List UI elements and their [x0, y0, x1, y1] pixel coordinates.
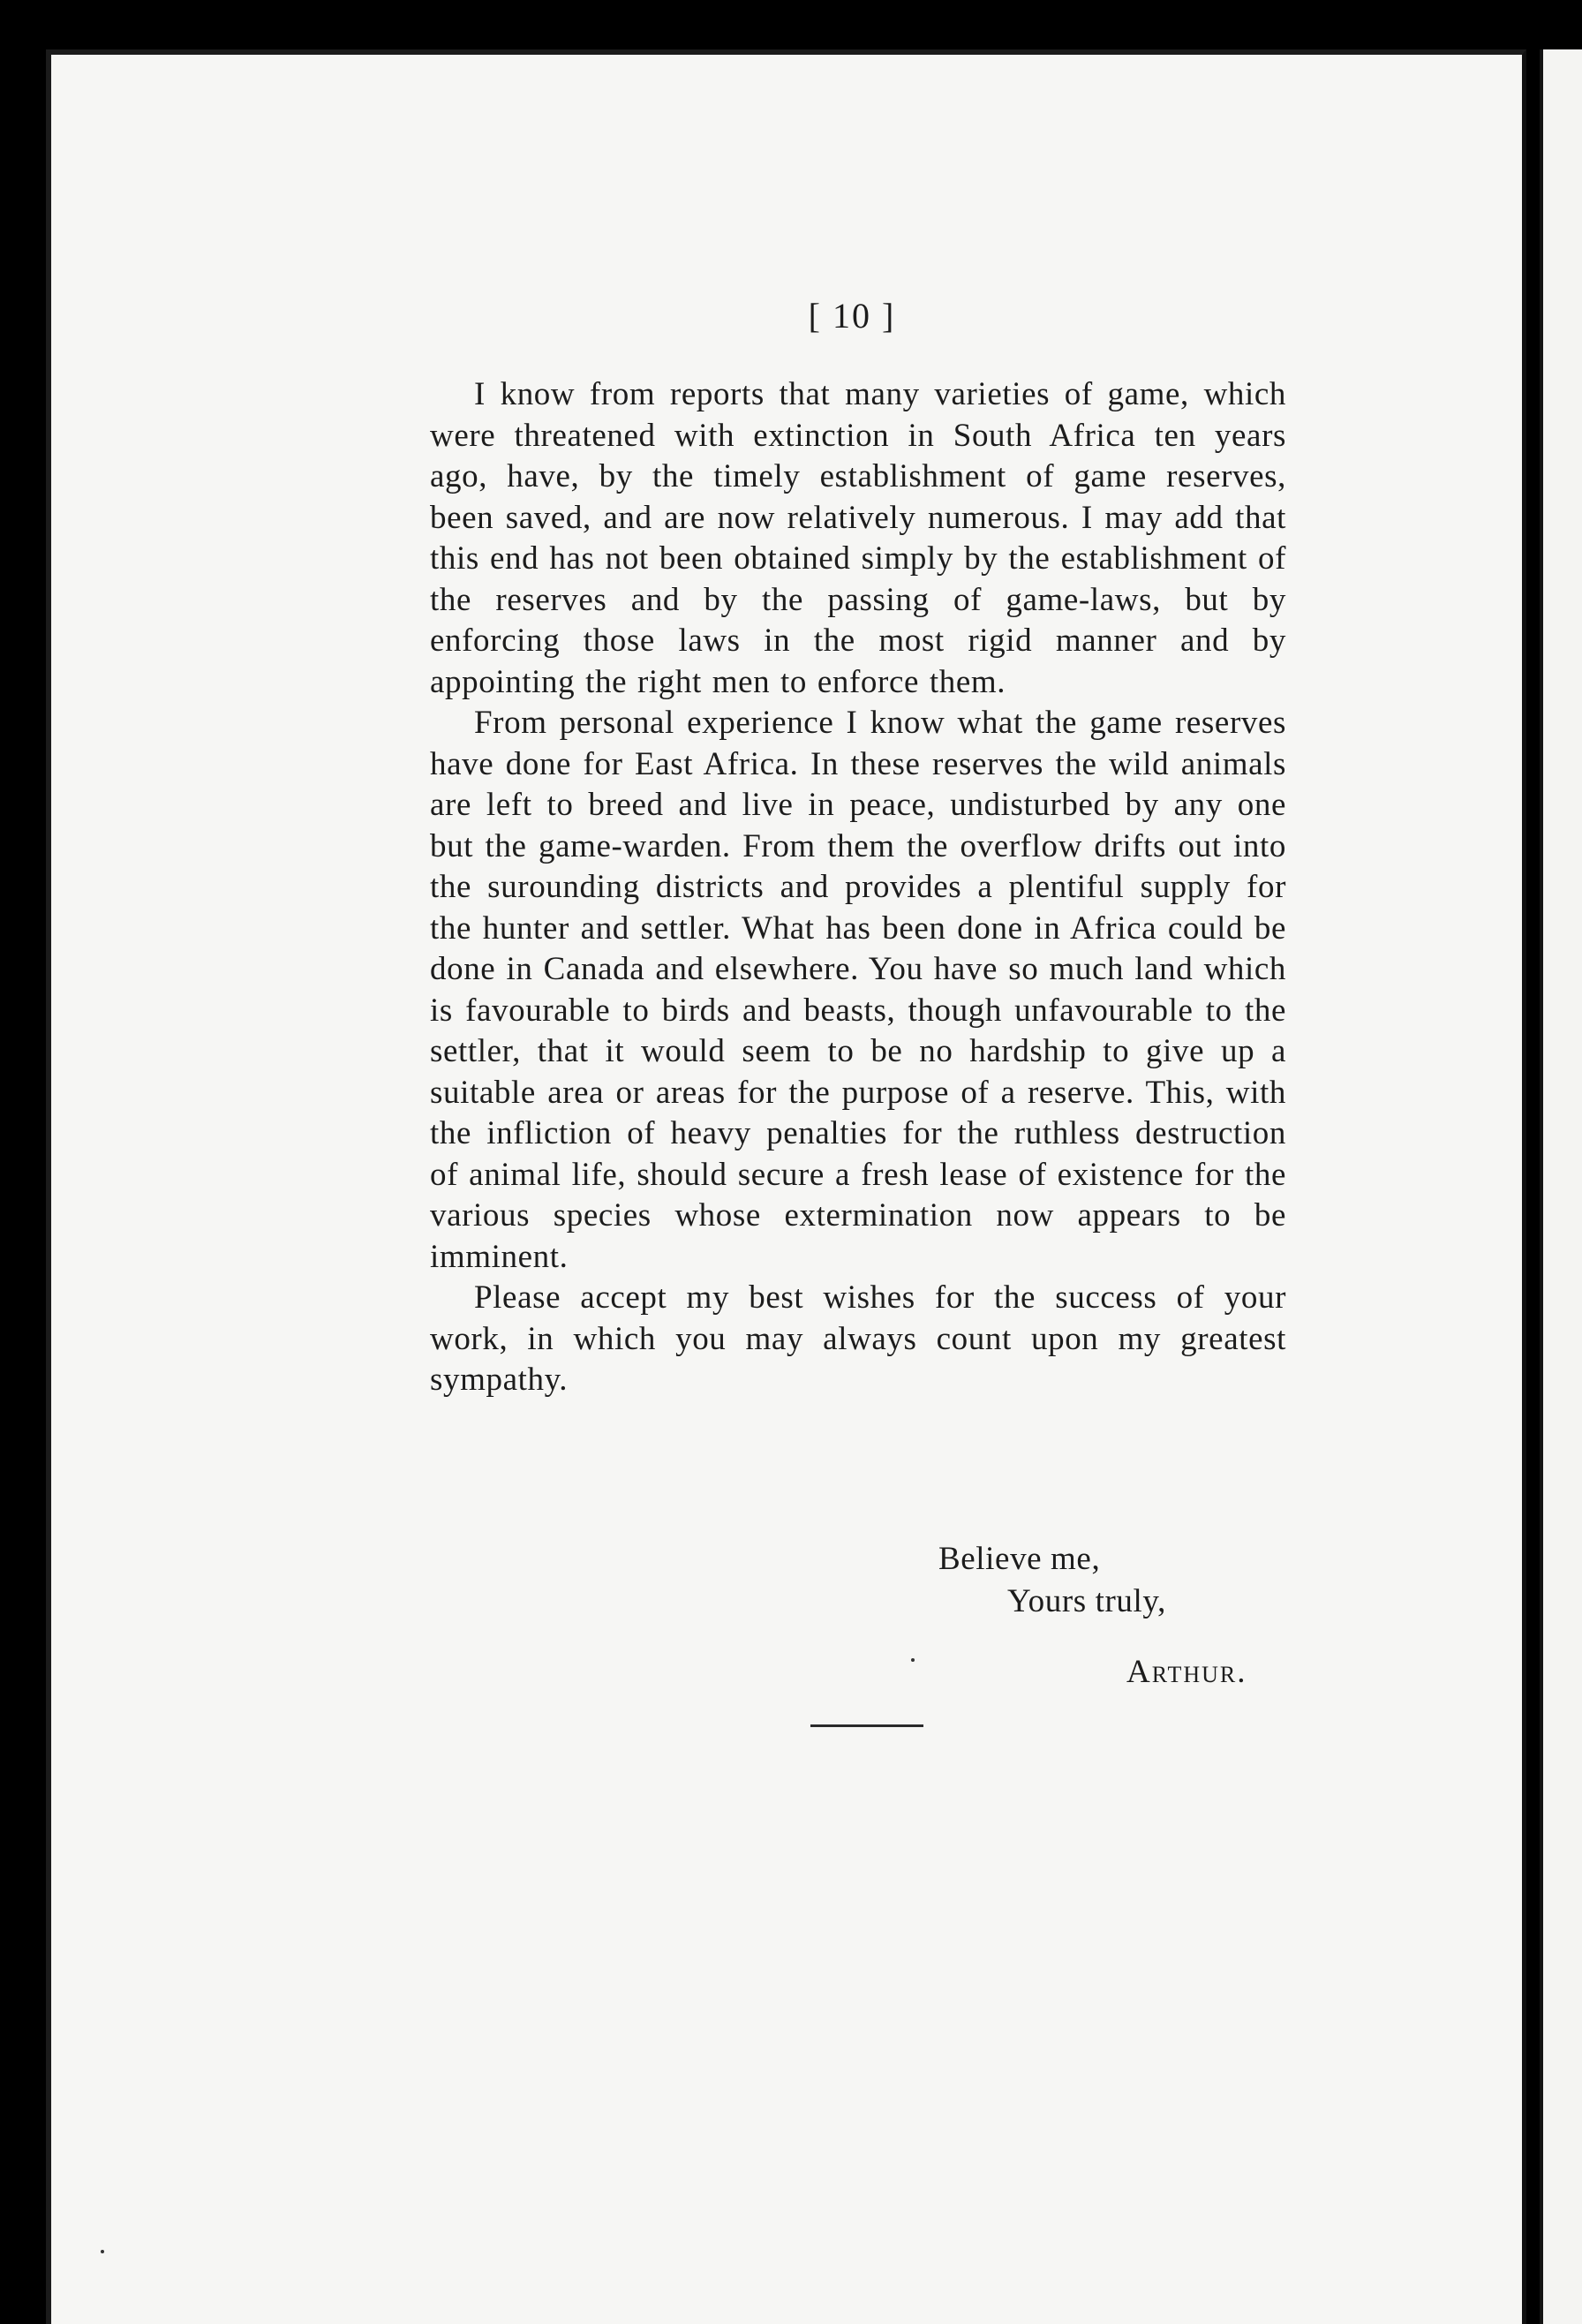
end-rule-divider	[810, 1724, 923, 1727]
paragraph: From personal experience I know what the game reserves have done for East Africa. In these reserves the wild animals are left to breed and live in peace, undisturbed by any one but the game-warden. From them the overflow drifts out into the surounding districts and provides a plentiful supply for the hunter and settler. What has been done in Africa could be done in Canada and elsewhere. You have so much land which is favourable to birds and beasts, though unfavourable to the settler, that it would seem to be no hardship to give up a suitable area or areas for the purpose of a reserve. This, with the infliction of heavy penalties for the ruthless destruction of animal life, should secure a fresh lease of existence for the various species whose extermination now appears to be imminent.	[430, 705, 1286, 1275]
paragraph: Please accept my best wishes for the success of your work, in which you may always count upon my greatest sympathy.	[430, 1279, 1286, 1398]
page-number: [ 10 ]	[808, 296, 896, 336]
signature: Arthur.	[1126, 1654, 1247, 1690]
print-speck	[101, 2250, 104, 2253]
letter-body	[430, 374, 1286, 1401]
print-speck	[911, 1658, 915, 1662]
adjacent-page-edge	[1540, 49, 1582, 2324]
paragraph: I know from reports that many varieties of game, which were threatened with extinction in South Africa ten years ago, have, by the timely establishment of game reserves, been saved, and are now relatively numerous. I may add that this end has not been obtained simply by the establishment of the reserves and by the passing of game-laws, but by enforcing those laws in the most rigid manner and by appointing the right men to enforce them.	[430, 376, 1286, 700]
closing-valediction: Yours truly,	[1007, 1583, 1166, 1619]
closing-salutation: Believe me,	[938, 1541, 1101, 1577]
